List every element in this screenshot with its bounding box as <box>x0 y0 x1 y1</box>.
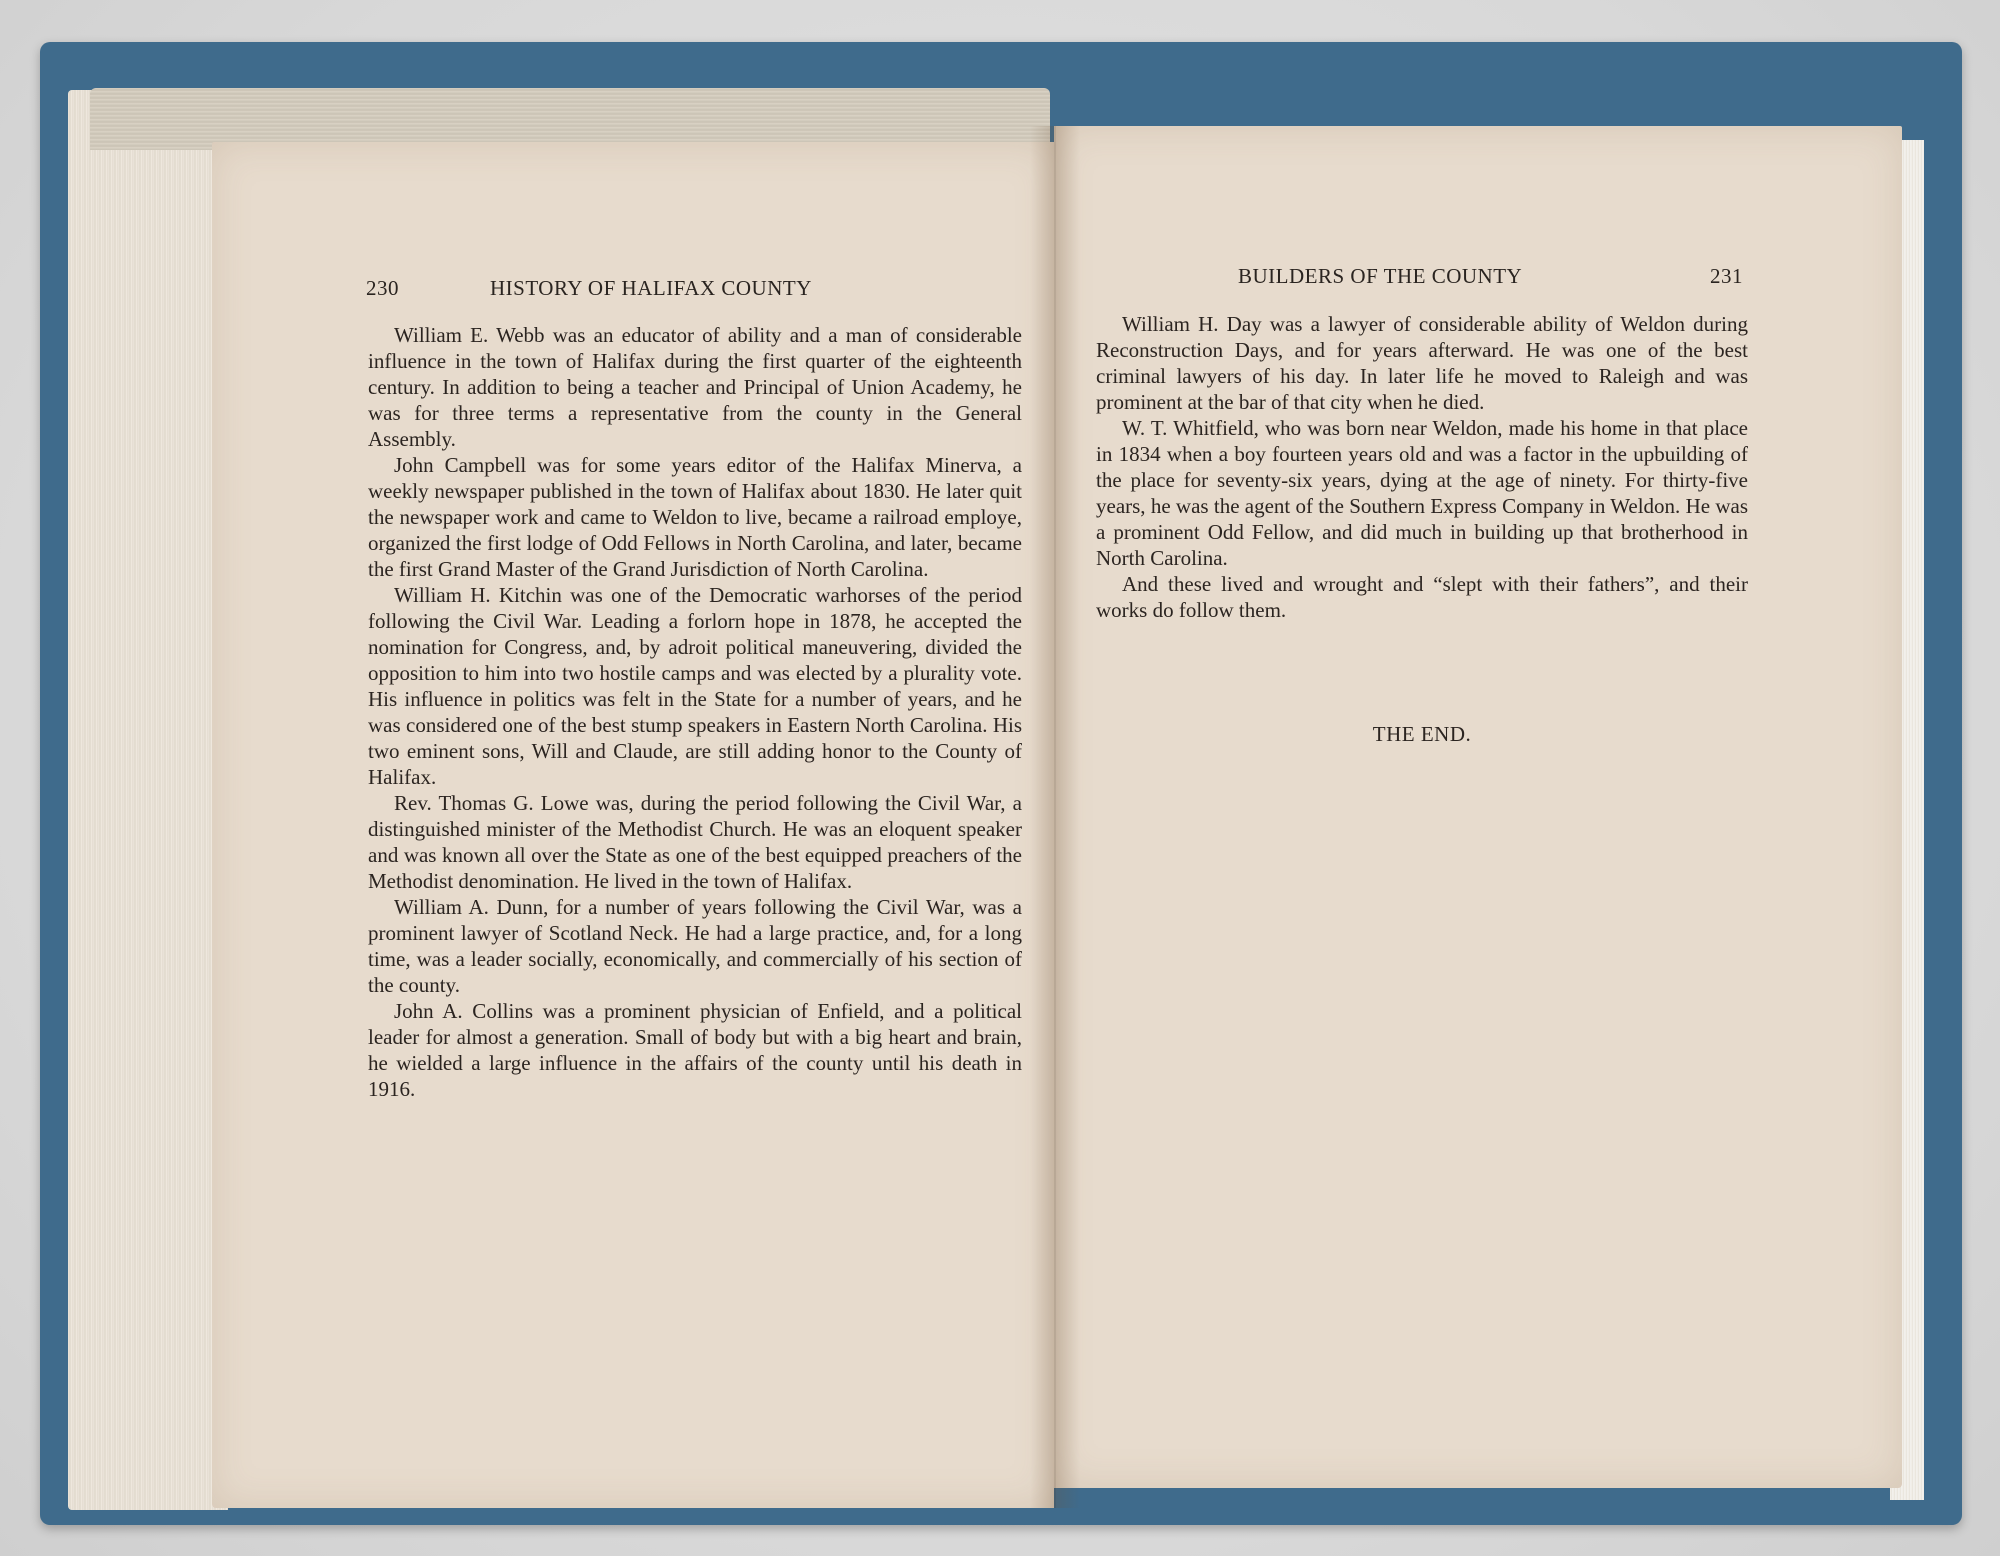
paragraph-lowe: Rev. Thomas G. Lowe was, during the period following the Civil War, a distinguished minister of the Methodist Church. He was an eloquent speaker and was known all over the State as one of the best equipped preachers of the Methodist denomination. He lived in the town of Halifax. <box>368 791 1022 893</box>
paragraph-closing-remark: And these lived and wrought and “slept with their fathers”, and their works do follow them. <box>1096 572 1748 622</box>
page-block-top-edge <box>90 88 1050 150</box>
book-gutter <box>1030 126 1080 1508</box>
left-running-head: HISTORY OF HALIFAX COUNTY <box>490 276 812 300</box>
paragraph-kitchin: William H. Kitchin was one of the Democratic warhorses of the period following the Civil War. Leading a forlorn hope in 1878, he accepted the nomination for Congress, and, by adroit political maneuvering, divided the opposition to him into two hostile camps and was elected by a plurality vote. His influence in politics was felt in the State for a number of years, and he was considered one of the best stump speakers in Eastern North Carolina. His two eminent sons, Will and Claude, are still adding honor to the County of Halifax. <box>368 583 1022 789</box>
paragraph-collins: John A. Collins was a prominent physician of Enfield, and a political leader for almost a generation. Small of body but with a big heart and brain, he wielded a large influence in the affairs of the county until his death in 1916. <box>368 999 1022 1101</box>
left-page-number: 230 <box>366 276 399 300</box>
left-page-body <box>368 322 1022 1102</box>
paragraph-dunn: William A. Dunn, for a number of years following the Civil War, was a prominent lawyer of Scotland Neck. He had a large practice, and, for a long time, was a leader socially, economically, and commercially of his section of the county. <box>368 895 1022 997</box>
right-page-body <box>1096 311 1748 623</box>
paragraph-day: William H. Day was a lawyer of considerable ability of Weldon during Reconstruction Days, and for years afterward. He was one of the best criminal lawyers of his day. In later life he moved to Raleigh and was prominent at the bar of that city when he died. <box>1096 312 1748 414</box>
the-end-heading: THE END. <box>1372 722 1472 746</box>
page-block-edge <box>68 90 228 1510</box>
right-page-number: 231 <box>1710 264 1743 288</box>
paragraph-webb: William E. Webb was an educator of ability and a man of considerable influence in the town of Halifax during the first quarter of the eighteenth century. In addition to being a teacher and Principal of Union Academy, he was for three terms a representative from the county in the General Assembly. <box>368 323 1022 451</box>
paragraph-whitfield: W. T. Whitfield, who was born near Weldon, made his home in that place in 1834 when a boy fourteen years old and was a factor in the upbuilding of the place for seventy-six years, dying at the age of ninety. For thirty-five years, he was the agent of the Southern Express Company in Weldon. He was a prominent Odd Fellow, and did much in building up that brotherhood in North Carolina. <box>1096 416 1748 570</box>
right-running-head: BUILDERS OF THE COUNTY <box>1238 264 1523 288</box>
paragraph-campbell: John Campbell was for some years editor of the Halifax Minerva, a weekly newspaper published in the town of Halifax about 1830. He later quit the newspaper work and came to Weldon to live, became a railroad employe, organized the first lodge of Odd Fellows in North Carolina, and later, became the first Grand Master of the Grand Jurisdiction of North Carolina. <box>368 453 1022 581</box>
